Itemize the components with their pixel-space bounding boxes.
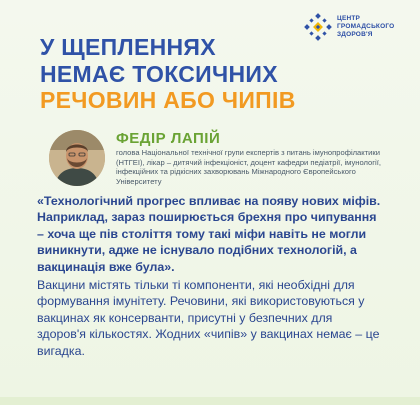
expert-quote: «Технологічний прогрес впливає на появу нових міфів. Наприклад, зараз поширюється брехня про чипування – хоча ще пів століття тому такі міфи навіть не могли виникнути, адже не існувало подібних технологій, а вакцинація вже була». [37, 194, 381, 274]
headline-line-2: НЕМАЄ ТОКСИЧНИХ [40, 60, 278, 87]
bottom-strip [0, 397, 420, 405]
expert-name: ФЕДІР ЛАПІЙ [116, 130, 221, 147]
expert-bio: голова Національної технічної групи експертів з питань імунопрофілактики (НТГЕІ), лікар – дитячий інфекціоніст, доцент кафедри педіатрії, імунології, інфекційних та рідкісних захворювань Міжнародного Європейського Університету [116, 148, 381, 186]
headline-line-3: РЕЧОВИН АБО ЧИПІВ [40, 87, 296, 113]
logo-text: ЦЕНТР ГРОМАДСЬКОГО ЗДОРОВ'Я [337, 15, 395, 38]
body-text: Вакцини містять тільки ті компоненти, які необхідні для формування імунітету. Речовини, які використовуються у вакцинах як консерванти, присутні у безпечних для здоров'я кількостях. Жодних «чипів» у вакцинах немає – це вигадка. [37, 278, 380, 358]
expert-portrait-illustration [49, 130, 105, 186]
headline-line-1: У ЩЕПЛЕННЯХ [40, 34, 216, 60]
headline [40, 34, 360, 114]
expert-photo [49, 130, 105, 186]
